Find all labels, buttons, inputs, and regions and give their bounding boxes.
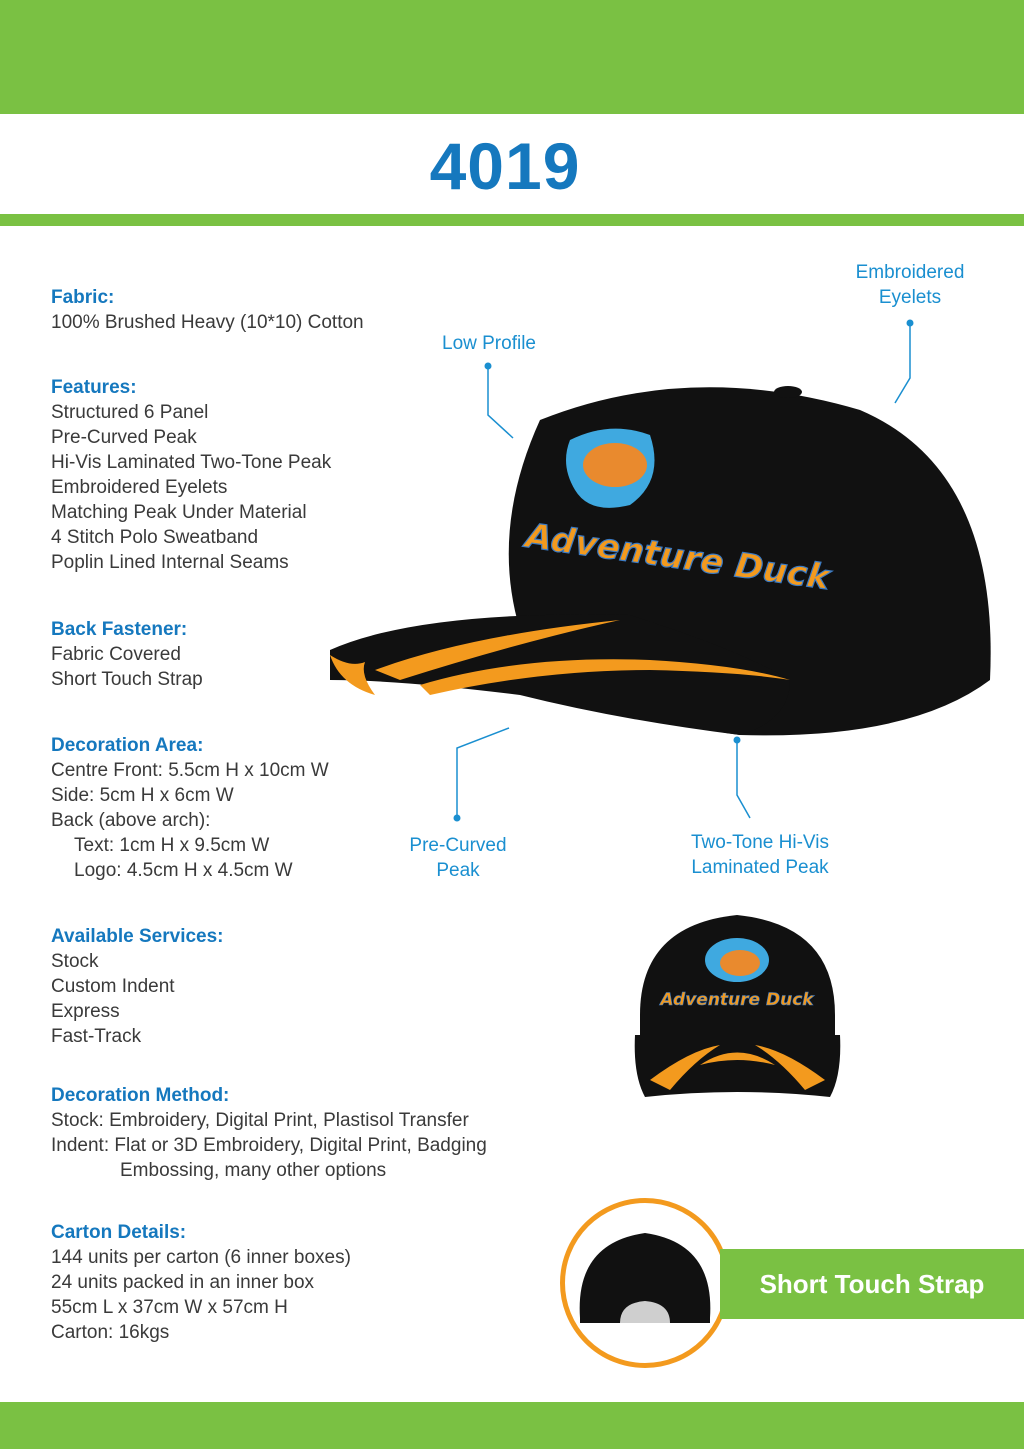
callout-line: Peak	[436, 860, 480, 881]
carton-details-line: 144 units per carton (6 inner boxes)	[51, 1247, 351, 1268]
decoration-area-line: Logo: 4.5cm H x 4.5cm W	[74, 860, 293, 881]
callout-line: Pre-Curved	[409, 835, 507, 856]
features-line: Matching Peak Under Material	[51, 502, 307, 523]
decoration-area-line: Back (above arch):	[51, 810, 211, 831]
cap-front-image	[630, 905, 845, 1105]
fabric-line: 100% Brushed Heavy (10*10) Cotton	[51, 312, 364, 333]
callout-line: Laminated Peak	[691, 857, 829, 878]
available-services-heading: Available Services:	[51, 926, 224, 947]
front-logo-text: Adventure Duck	[660, 990, 814, 1010]
cap-back-image	[565, 1203, 725, 1363]
carton-details-heading: Carton Details:	[51, 1222, 187, 1243]
callout-pre-curved-peak	[393, 833, 523, 883]
features-line: Poplin Lined Internal Seams	[51, 552, 289, 573]
carton-details-line: 55cm L x 37cm W x 57cm H	[51, 1297, 288, 1318]
features-line: Structured 6 Panel	[51, 402, 209, 423]
pre-curved-leader	[457, 728, 509, 818]
available-services-line: Stock	[51, 951, 99, 972]
decoration-area-line: Side: 5cm H x 6cm W	[51, 785, 234, 806]
callout-line: Eyelets	[878, 287, 942, 308]
back-fastener-line: Short Touch Strap	[51, 669, 203, 690]
back-fastener-heading: Back Fastener:	[51, 619, 188, 640]
carton-details-line: 24 units packed in an inner box	[51, 1272, 315, 1293]
strap-banner: Short Touch Strap	[720, 1249, 1024, 1319]
callout-embroidered-eyelets	[840, 260, 980, 310]
bottom-green-band	[0, 1402, 1024, 1449]
callout-low-profile: Low Profile	[442, 333, 536, 354]
features-line: Pre-Curved Peak	[51, 427, 197, 448]
low-profile-dot	[485, 363, 492, 370]
decoration-method-line: Indent: Flat or 3D Embroidery, Digital Print, Badging	[51, 1135, 487, 1156]
pre-curved-dot	[454, 815, 461, 822]
available-services-line: Custom Indent	[51, 976, 175, 997]
features-line: 4 Stitch Polo Sweatband	[51, 527, 259, 548]
decoration-method-line: Stock: Embroidery, Digital Print, Plastisol Transfer	[51, 1110, 469, 1131]
cap-logo-text: Adventure Duck	[523, 515, 833, 599]
features-heading: Features:	[51, 377, 137, 398]
product-code: 4019	[429, 129, 581, 203]
features-line: Embroidered Eyelets	[51, 477, 228, 498]
features-line: Hi-Vis Laminated Two-Tone Peak	[51, 452, 332, 473]
back-fastener-line: Fabric Covered	[51, 644, 181, 665]
decoration-area-line: Text: 1cm H x 9.5cm W	[74, 835, 270, 856]
carton-details-line: Carton: 16kgs	[51, 1322, 170, 1343]
callout-line: Two-Tone Hi-Vis	[691, 832, 829, 853]
eyelets-leader	[895, 323, 910, 403]
callout-two-tone-peak	[670, 830, 850, 880]
available-services-line: Express	[51, 1001, 120, 1022]
available-services-line: Fast-Track	[51, 1026, 142, 1047]
eyelets-dot	[907, 320, 914, 327]
front-duck-body	[720, 950, 760, 976]
low-profile-leader	[488, 366, 513, 438]
callout-line: Embroidered	[855, 262, 965, 283]
two-tone-dot	[734, 737, 741, 744]
two-tone-leader	[737, 740, 750, 818]
decoration-method-line: Embossing, many other options	[120, 1160, 387, 1181]
fabric-heading: Fabric:	[51, 287, 115, 308]
strap-detail-circle	[560, 1198, 730, 1368]
decoration-method-heading: Decoration Method:	[51, 1085, 230, 1106]
decoration-area-line: Centre Front: 5.5cm H x 10cm W	[51, 760, 329, 781]
decoration-area-heading: Decoration Area:	[51, 735, 204, 756]
